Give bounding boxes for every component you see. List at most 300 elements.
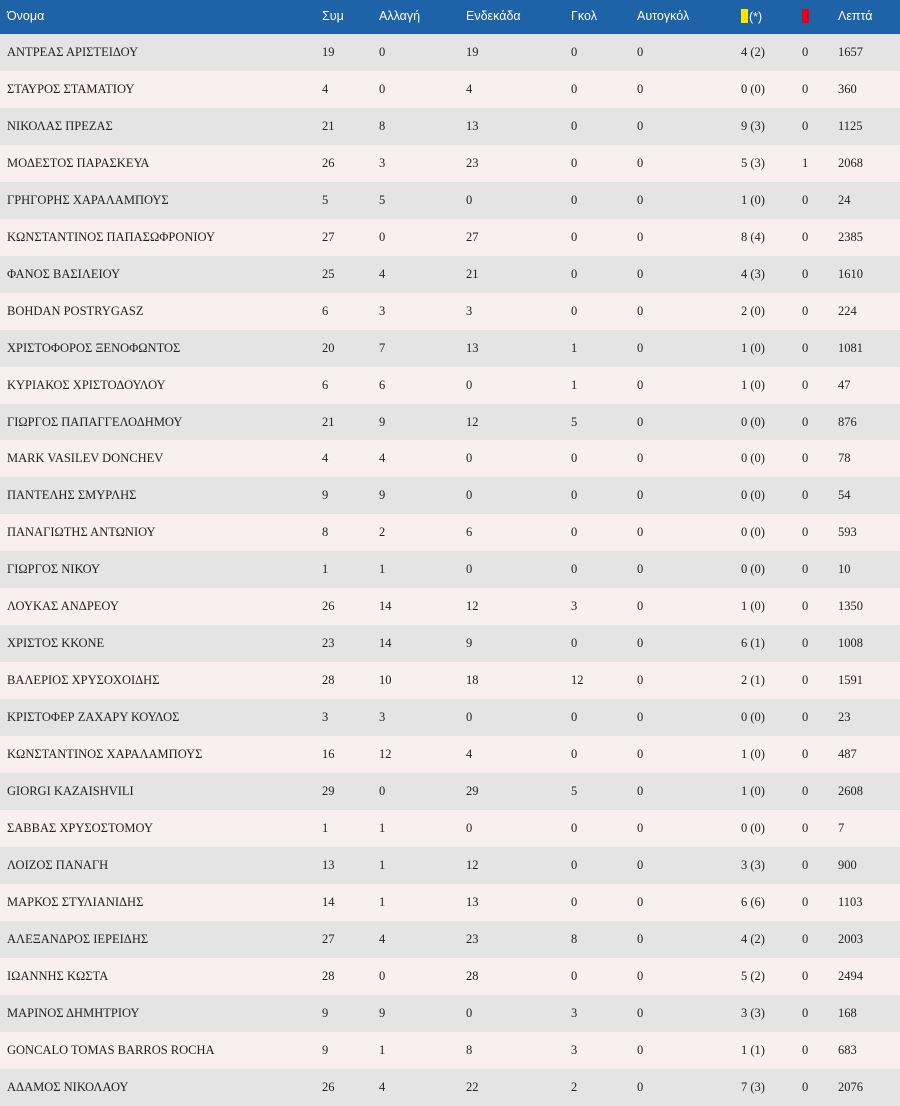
cell-minutes: 47 <box>838 377 851 392</box>
cell-own-goals: 0 <box>637 673 644 688</box>
cell-starting-eleven: 12 <box>466 599 479 614</box>
cell-minutes: 593 <box>838 525 857 540</box>
cell-red-cards: 0 <box>802 303 809 318</box>
table-row <box>0 477 900 514</box>
cell-minutes: 168 <box>838 1005 857 1020</box>
table-row <box>0 1069 900 1106</box>
cell-appearances: 19 <box>322 45 335 59</box>
cell-own-goals: 0 <box>637 1079 644 1094</box>
cell-minutes: 2003 <box>838 931 863 946</box>
table-row <box>0 958 900 995</box>
table-row <box>0 34 900 71</box>
cell-appearances: 29 <box>322 784 335 799</box>
cell-starting-eleven: 13 <box>466 894 479 909</box>
cell-appearances: 27 <box>322 229 335 244</box>
cell-red-cards: 0 <box>802 857 809 872</box>
cell-appearances: 8 <box>322 525 329 540</box>
table-row <box>0 145 900 182</box>
cell-yellow-cards: 0 (0) <box>741 821 765 836</box>
cell-starting-eleven: 0 <box>466 1005 473 1020</box>
cell-yellow-cards: 7 (3) <box>741 1079 765 1094</box>
cell-own-goals: 0 <box>637 857 644 872</box>
cell-red-cards: 0 <box>802 340 809 355</box>
cell-yellow-cards: 1 (0) <box>741 599 765 614</box>
cell-player-name: ΚΥΡΙΑΚΟΣ ΧΡΙΣΤΟΔΟΥΛΟΥ <box>7 377 166 392</box>
cell-appearances: 4 <box>322 451 329 466</box>
cell-appearances: 3 <box>322 710 329 725</box>
cell-player-name: ΦΑΝΟΣ ΒΑΣΙΛΕΙΟΥ <box>7 266 121 281</box>
cell-goals: 1 <box>571 340 578 355</box>
cell-goals: 3 <box>571 1005 578 1020</box>
cell-starting-eleven: 6 <box>466 525 473 540</box>
cell-substitutions: 10 <box>379 673 392 688</box>
cell-player-name: ΧΡΙΣΤΟΦΟΡΟΣ ΞΕΝΟΦΩΝΤΟΣ <box>7 340 181 355</box>
cell-goals: 0 <box>571 488 578 503</box>
cell-own-goals: 0 <box>637 821 644 836</box>
cell-player-name: ΑΛΕΞΑΝΔΡΟΣ ΙΕΡΕΙΔΗΣ <box>7 931 149 946</box>
table-row <box>0 182 900 219</box>
cell-own-goals: 0 <box>637 968 644 983</box>
cell-yellow-cards: 1 (0) <box>741 340 765 355</box>
cell-yellow-cards: 0 (0) <box>741 562 765 577</box>
cell-goals: 0 <box>571 968 578 983</box>
cell-goals: 0 <box>571 45 578 59</box>
cell-yellow-cards: 0 (0) <box>741 710 765 725</box>
cell-own-goals: 0 <box>637 451 644 466</box>
cell-substitutions: 4 <box>379 931 386 946</box>
cell-minutes: 1610 <box>838 266 863 281</box>
cell-substitutions: 4 <box>379 1079 386 1094</box>
cell-yellow-cards: 3 (3) <box>741 857 765 872</box>
table-row <box>0 367 900 404</box>
cell-yellow-cards: 1 (0) <box>741 377 765 392</box>
cell-red-cards: 0 <box>802 821 809 836</box>
cell-substitutions: 4 <box>379 266 386 281</box>
table-row <box>0 256 900 293</box>
cell-substitutions: 0 <box>379 81 386 96</box>
cell-red-cards: 0 <box>802 451 809 466</box>
cell-goals: 0 <box>571 451 578 466</box>
cell-yellow-cards: 1 (1) <box>741 1042 765 1057</box>
cell-substitutions: 2 <box>379 525 386 540</box>
cell-yellow-cards: 1 (0) <box>741 747 765 762</box>
cell-yellow-cards: 0 (0) <box>741 81 765 96</box>
cell-goals: 0 <box>571 525 578 540</box>
cell-minutes: 2608 <box>838 784 863 799</box>
cell-substitutions: 1 <box>379 894 386 909</box>
cell-substitutions: 14 <box>379 599 392 614</box>
cell-starting-eleven: 12 <box>466 857 479 872</box>
cell-player-name: ΒΑΛΕΡΙΟΣ ΧΡΥΣΟΧΟΙΔΗΣ <box>7 673 160 688</box>
header-name[interactable]: Όνομα <box>7 9 45 23</box>
cell-goals: 5 <box>571 784 578 799</box>
cell-player-name: ΑΔΑΜΟΣ ΝΙΚΟΛΑΟΥ <box>7 1079 129 1094</box>
cell-goals: 0 <box>571 118 578 133</box>
cell-minutes: 10 <box>838 562 851 577</box>
table-row <box>0 699 900 736</box>
cell-own-goals: 0 <box>637 155 644 170</box>
table-row <box>0 404 900 441</box>
table-row <box>0 1032 900 1069</box>
cell-minutes: 487 <box>838 747 857 762</box>
header-apps[interactable]: Συμ <box>322 9 344 23</box>
cell-red-cards: 0 <box>802 636 809 651</box>
table-header <box>0 0 900 34</box>
table-row <box>0 219 900 256</box>
cell-player-name: ΜΟΔΕΣΤΟΣ ΠΑΡΑΣΚΕΥΑ <box>7 155 150 170</box>
cell-minutes: 1591 <box>838 673 863 688</box>
cell-own-goals: 0 <box>637 784 644 799</box>
cell-player-name: ΚΡΙΣΤΟΦΕΡ ΖΑΧΑΡΥ ΚΟΥΛΟΣ <box>7 710 180 725</box>
header-own-goals[interactable]: Αυτογκόλ <box>637 9 690 23</box>
cell-own-goals: 0 <box>637 45 644 59</box>
cell-minutes: 900 <box>838 857 857 872</box>
cell-appearances: 9 <box>322 1005 329 1020</box>
cell-starting-eleven: 13 <box>466 340 479 355</box>
cell-starting-eleven: 0 <box>466 488 473 503</box>
red-card-icon <box>802 9 809 23</box>
cell-appearances: 27 <box>322 931 335 946</box>
cell-starting-eleven: 4 <box>466 747 473 762</box>
cell-starting-eleven: 23 <box>466 155 479 170</box>
cell-player-name: ΚΩΝΣΤΑΝΤΙΝΟΣ ΧΑΡΑΛΑΜΠΟΥΣ <box>7 747 203 762</box>
cell-substitutions: 9 <box>379 488 386 503</box>
cell-red-cards: 0 <box>802 710 809 725</box>
cell-minutes: 78 <box>838 451 851 466</box>
header-goals[interactable]: Γκολ <box>571 9 597 23</box>
cell-starting-eleven: 13 <box>466 118 479 133</box>
cell-red-cards: 0 <box>802 45 809 59</box>
cell-red-cards: 0 <box>802 81 809 96</box>
table-row <box>0 921 900 958</box>
cell-appearances: 23 <box>322 636 335 651</box>
cell-yellow-cards: 5 (2) <box>741 968 765 983</box>
cell-minutes: 1103 <box>838 894 863 909</box>
cell-substitutions: 4 <box>379 451 386 466</box>
cell-appearances: 21 <box>322 414 335 429</box>
cell-own-goals: 0 <box>637 229 644 244</box>
table-row <box>0 71 900 108</box>
cell-red-cards: 0 <box>802 229 809 244</box>
cell-own-goals: 0 <box>637 192 644 207</box>
cell-goals: 8 <box>571 931 578 946</box>
cell-appearances: 14 <box>322 894 335 909</box>
cell-substitutions: 1 <box>379 1042 386 1057</box>
cell-own-goals: 0 <box>637 894 644 909</box>
cell-starting-eleven: 12 <box>466 414 479 429</box>
table-body <box>0 34 900 1106</box>
cell-appearances: 21 <box>322 118 335 133</box>
cell-minutes: 224 <box>838 303 857 318</box>
cell-player-name: ΓΙΩΡΓΟΣ ΝΙΚΟΥ <box>7 562 101 577</box>
cell-own-goals: 0 <box>637 377 644 392</box>
cell-own-goals: 0 <box>637 340 644 355</box>
cell-minutes: 24 <box>838 192 851 207</box>
cell-minutes: 876 <box>838 414 857 429</box>
cell-starting-eleven: 0 <box>466 710 473 725</box>
cell-minutes: 2385 <box>838 229 863 244</box>
cell-starting-eleven: 0 <box>466 451 473 466</box>
cell-substitutions: 9 <box>379 414 386 429</box>
cell-yellow-cards: 0 (0) <box>741 525 765 540</box>
cell-appearances: 28 <box>322 673 335 688</box>
yellow-card-icon <box>741 9 748 23</box>
cell-substitutions: 0 <box>379 784 386 799</box>
cell-goals: 0 <box>571 747 578 762</box>
cell-goals: 0 <box>571 562 578 577</box>
cell-starting-eleven: 9 <box>466 636 473 651</box>
cell-appearances: 26 <box>322 1079 335 1094</box>
cell-red-cards: 0 <box>802 525 809 540</box>
cell-yellow-cards: 2 (1) <box>741 673 765 688</box>
cell-minutes: 1125 <box>838 118 863 133</box>
cell-player-name: MARK VASILEV DONCHEV <box>7 451 164 466</box>
cell-yellow-cards: 0 (0) <box>741 414 765 429</box>
cell-minutes: 1008 <box>838 636 863 651</box>
cell-goals: 5 <box>571 414 578 429</box>
header-starts[interactable]: Ενδεκάδα <box>466 9 521 23</box>
cell-starting-eleven: 0 <box>466 192 473 207</box>
cell-yellow-cards: 0 (0) <box>741 488 765 503</box>
cell-player-name: BOHDAN POSTRYGASZ <box>7 303 144 318</box>
cell-goals: 0 <box>571 229 578 244</box>
header-red-cards[interactable] <box>802 9 809 24</box>
table-row <box>0 995 900 1032</box>
header-subs[interactable]: Αλλαγή <box>379 9 421 23</box>
cell-player-name: GONCALO TOMAS BARROS ROCHA <box>7 1042 215 1057</box>
cell-appearances: 9 <box>322 488 329 503</box>
cell-substitutions: 6 <box>379 377 386 392</box>
cell-own-goals: 0 <box>637 81 644 96</box>
table-row <box>0 551 900 588</box>
cell-goals: 0 <box>571 303 578 318</box>
cell-red-cards: 0 <box>802 747 809 762</box>
cell-red-cards: 0 <box>802 1042 809 1057</box>
cell-substitutions: 5 <box>379 192 386 207</box>
cell-appearances: 25 <box>322 266 335 281</box>
cell-red-cards: 0 <box>802 1079 809 1094</box>
cell-starting-eleven: 27 <box>466 229 479 244</box>
cell-red-cards: 0 <box>802 894 809 909</box>
table-row <box>0 625 900 662</box>
cell-appearances: 5 <box>322 192 329 207</box>
cell-own-goals: 0 <box>637 525 644 540</box>
cell-starting-eleven: 0 <box>466 562 473 577</box>
cell-red-cards: 0 <box>802 931 809 946</box>
cell-red-cards: 0 <box>802 118 809 133</box>
cell-starting-eleven: 21 <box>466 266 479 281</box>
cell-substitutions: 14 <box>379 636 392 651</box>
cell-minutes: 2076 <box>838 1079 863 1094</box>
table-row <box>0 514 900 551</box>
cell-yellow-cards: 4 (2) <box>741 45 765 59</box>
cell-appearances: 26 <box>322 599 335 614</box>
cell-yellow-cards: 8 (4) <box>741 229 765 244</box>
cell-yellow-cards: 5 (3) <box>741 155 765 170</box>
table-row <box>0 810 900 847</box>
cell-substitutions: 9 <box>379 1005 386 1020</box>
cell-player-name: ΣΤΑΥΡΟΣ ΣΤΑΜΑΤΙΟΥ <box>7 81 135 96</box>
cell-player-name: ΠΑΝΑΓΙΩΤΗΣ ΑΝΤΩΝΙΟΥ <box>7 525 156 540</box>
cell-starting-eleven: 29 <box>466 784 479 799</box>
cell-substitutions: 7 <box>379 340 386 355</box>
cell-substitutions: 3 <box>379 710 386 725</box>
cell-red-cards: 0 <box>802 414 809 429</box>
cell-yellow-cards: 1 (0) <box>741 784 765 799</box>
table-row <box>0 440 900 477</box>
cell-player-name: ΓΙΩΡΓΟΣ ΠΑΠΑΓΓΕΛΟΔΗΜΟΥ <box>7 414 183 429</box>
cell-starting-eleven: 4 <box>466 81 473 96</box>
cell-goals: 0 <box>571 266 578 281</box>
cell-goals: 0 <box>571 857 578 872</box>
cell-appearances: 26 <box>322 155 335 170</box>
cell-red-cards: 0 <box>802 968 809 983</box>
cell-goals: 0 <box>571 81 578 96</box>
cell-player-name: ΣΑΒΒΑΣ ΧΡΥΣΟΣΤΟΜΟΥ <box>7 821 153 836</box>
table-row <box>0 662 900 699</box>
cell-red-cards: 0 <box>802 488 809 503</box>
cell-yellow-cards: 1 (0) <box>741 192 765 207</box>
cell-minutes: 1081 <box>838 340 863 355</box>
cell-red-cards: 0 <box>802 784 809 799</box>
cell-substitutions: 0 <box>379 968 386 983</box>
cell-own-goals: 0 <box>637 636 644 651</box>
cell-substitutions: 1 <box>379 857 386 872</box>
cell-substitutions: 12 <box>379 747 392 762</box>
table-row <box>0 330 900 367</box>
cell-player-name: ΜΑΡΚΟΣ ΣΤΥΛΙΑΝΙΔΗΣ <box>7 894 144 909</box>
cell-yellow-cards: 9 (3) <box>741 118 765 133</box>
cell-player-name: ΝΙΚΟΛΑΣ ΠΡΕΖΑΣ <box>7 118 113 133</box>
cell-yellow-cards: 6 (6) <box>741 894 765 909</box>
cell-yellow-cards: 2 (0) <box>741 303 765 318</box>
cell-goals: 3 <box>571 1042 578 1057</box>
cell-own-goals: 0 <box>637 1042 644 1057</box>
cell-own-goals: 0 <box>637 488 644 503</box>
cell-red-cards: 0 <box>802 1005 809 1020</box>
cell-red-cards: 0 <box>802 377 809 392</box>
cell-red-cards: 0 <box>802 192 809 207</box>
cell-appearances: 16 <box>322 747 335 762</box>
header-yellow-suffix: (*) <box>749 10 763 24</box>
cell-appearances: 6 <box>322 377 329 392</box>
cell-own-goals: 0 <box>637 747 644 762</box>
cell-own-goals: 0 <box>637 710 644 725</box>
cell-red-cards: 0 <box>802 673 809 688</box>
cell-yellow-cards: 6 (1) <box>741 636 765 651</box>
cell-goals: 0 <box>571 894 578 909</box>
cell-substitutions: 1 <box>379 562 386 577</box>
cell-substitutions: 8 <box>379 118 386 133</box>
table-row <box>0 847 900 884</box>
cell-substitutions: 1 <box>379 821 386 836</box>
cell-starting-eleven: 19 <box>466 45 479 59</box>
cell-minutes: 2068 <box>838 155 863 170</box>
cell-player-name: ΚΩΝΣΤΑΝΤΙΝΟΣ ΠΑΠΑΣΩΦΡΟΝΙΟΥ <box>7 229 215 244</box>
cell-player-name: GIORGI KAZAISHVILI <box>7 784 134 799</box>
cell-minutes: 1657 <box>838 45 863 59</box>
cell-own-goals: 0 <box>637 562 644 577</box>
cell-substitutions: 0 <box>379 229 386 244</box>
cell-player-name: ΜΑΡΙΝΟΣ ΔΗΜΗΤΡΙΟΥ <box>7 1005 140 1020</box>
cell-appearances: 28 <box>322 968 335 983</box>
cell-red-cards: 0 <box>802 266 809 281</box>
table-row <box>0 773 900 810</box>
cell-substitutions: 3 <box>379 155 386 170</box>
cell-appearances: 9 <box>322 1042 329 1057</box>
cell-red-cards: 0 <box>802 599 809 614</box>
cell-minutes: 54 <box>838 488 851 503</box>
cell-goals: 0 <box>571 710 578 725</box>
table-row <box>0 293 900 330</box>
cell-goals: 3 <box>571 599 578 614</box>
cell-appearances: 13 <box>322 857 335 872</box>
cell-yellow-cards: 4 (3) <box>741 266 765 281</box>
cell-yellow-cards: 4 (2) <box>741 931 765 946</box>
cell-own-goals: 0 <box>637 266 644 281</box>
cell-goals: 0 <box>571 192 578 207</box>
table-row <box>0 588 900 625</box>
cell-starting-eleven: 3 <box>466 303 473 318</box>
cell-starting-eleven: 18 <box>466 673 479 688</box>
cell-player-name: ΙΩΑΝΝΗΣ ΚΩΣΤΑ <box>7 968 109 983</box>
header-minutes[interactable]: Λεπτά <box>838 9 873 23</box>
cell-minutes: 360 <box>838 81 857 96</box>
table-row <box>0 108 900 145</box>
cell-player-name: ΧΡΙΣΤΟΣ ΚΚΟΝΕ <box>7 636 105 651</box>
cell-player-name: ΛΟΥΚΑΣ ΑΝΔΡΕΟΥ <box>7 599 119 614</box>
table-row <box>0 884 900 921</box>
cell-minutes: 683 <box>838 1042 857 1057</box>
cell-substitutions: 0 <box>379 45 386 59</box>
cell-minutes: 2494 <box>838 968 863 983</box>
cell-own-goals: 0 <box>637 931 644 946</box>
cell-goals: 12 <box>571 673 584 688</box>
cell-red-cards: 1 <box>802 155 809 170</box>
cell-player-name: ΠΑΝΤΕΛΗΣ ΣΜΥΡΛΗΣ <box>7 488 137 503</box>
header-yellow-cards[interactable] <box>741 9 762 24</box>
cell-minutes: 1350 <box>838 599 863 614</box>
cell-substitutions: 3 <box>379 303 386 318</box>
cell-own-goals: 0 <box>637 599 644 614</box>
cell-starting-eleven: 23 <box>466 931 479 946</box>
cell-appearances: 1 <box>322 821 329 836</box>
cell-player-name: ΓΡΗΓΟΡΗΣ ΧΑΡΑΛΑΜΠΟΥΣ <box>7 192 169 207</box>
cell-player-name: ΛΟΙΖΟΣ ΠΑΝΑΓΗ <box>7 857 109 872</box>
table-row <box>0 736 900 773</box>
cell-appearances: 6 <box>322 303 329 318</box>
cell-yellow-cards: 3 (3) <box>741 1005 765 1020</box>
cell-goals: 0 <box>571 636 578 651</box>
cell-starting-eleven: 8 <box>466 1042 473 1057</box>
cell-goals: 0 <box>571 821 578 836</box>
cell-minutes: 23 <box>838 710 851 725</box>
cell-appearances: 20 <box>322 340 335 355</box>
cell-own-goals: 0 <box>637 118 644 133</box>
cell-appearances: 1 <box>322 562 329 577</box>
cell-goals: 2 <box>571 1079 578 1094</box>
cell-starting-eleven: 28 <box>466 968 479 983</box>
cell-own-goals: 0 <box>637 414 644 429</box>
cell-starting-eleven: 0 <box>466 821 473 836</box>
cell-goals: 1 <box>571 377 578 392</box>
cell-player-name: ΑΝΤΡΕΑΣ ΑΡΙΣΤΕΙΔΟΥ <box>7 45 139 59</box>
cell-minutes: 7 <box>838 821 845 836</box>
cell-starting-eleven: 0 <box>466 377 473 392</box>
cell-starting-eleven: 22 <box>466 1079 479 1094</box>
cell-appearances: 4 <box>322 81 329 96</box>
cell-goals: 0 <box>571 155 578 170</box>
